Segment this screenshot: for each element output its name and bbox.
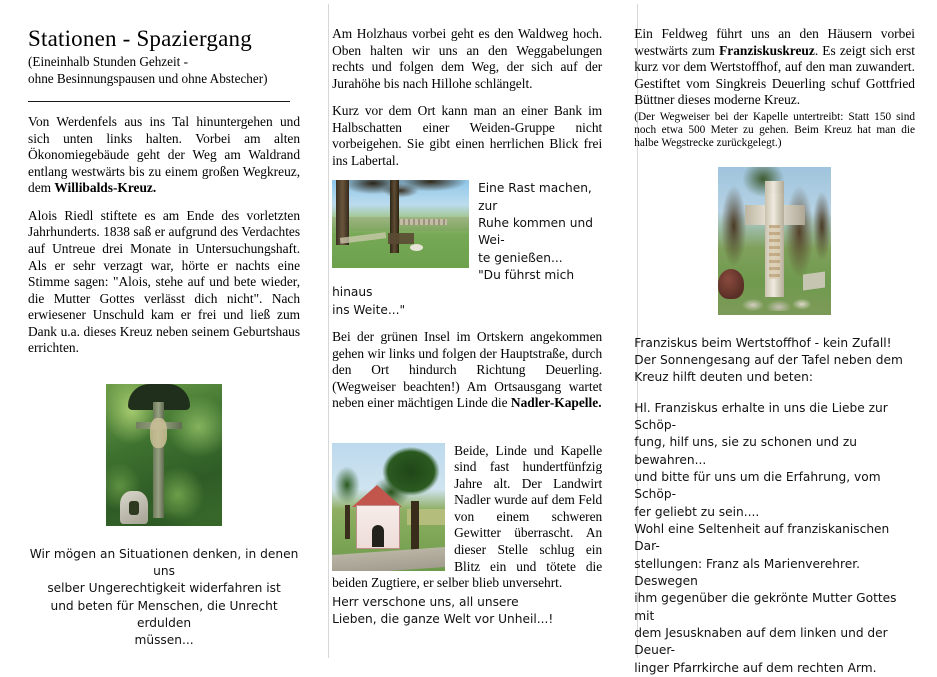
chapel-roof — [352, 485, 402, 507]
page-subtitle-line-2: ohne Besinnungspausen und ohne Abstecher) — [28, 70, 268, 86]
column-1 — [28, 26, 318, 648]
col3-photo-gap — [634, 315, 915, 335]
col2-caption-1-line-3: te genießen... — [478, 250, 563, 265]
wooden-bench — [388, 233, 414, 244]
col3-caption — [634, 335, 915, 677]
col3-franziskuskreuz-bold: Franziskuskreuz — [719, 42, 815, 58]
col3-prayer-line-1: Hl. Franziskus erhalte in uns die Liebe zur Schöp- — [634, 400, 888, 433]
col3-paragraph-1-text-b: . Es zeigt sich erst kurz vor dem Wertstoffhof, auf den man zuwandert. Gestiftet vom Singkreis Deuerling schuf Gottfried Büttner dieses moderne Kreuz. — [634, 42, 915, 108]
col3-prayer-line-5: Wohl eine Seltenheit auf franziskanischen Dar- — [634, 522, 890, 554]
col1-photo-gap — [28, 526, 300, 546]
meadow-with-tree-and-bench-photo — [332, 180, 469, 268]
col2-paragraph-1: Am Holzhaus vorbei geht es den Waldweg hoch. Oben halten wir uns an den Weggabelungen rechts und folgen dem Weg, der sich auf der Jurahöhe bis nach Hillohe schlängelt. — [332, 26, 603, 91]
col3-caption-line-1: Franziskus beim Wertstoffhof - kein Zufall! — [634, 335, 892, 350]
wayside-cross-in-forest-photo — [106, 384, 222, 526]
col2-nadler-kapelle-bold: Nadler-Kapelle. — [510, 395, 602, 411]
tree-trunk-left — [336, 180, 349, 245]
col3-caption-gap — [634, 387, 915, 400]
col1-paragraph-1 — [28, 114, 300, 197]
col2-paragraph-3 — [332, 329, 602, 412]
col2-paragraph-2: Kurz vor dem Ort kann man an einer Bank im Halbschatten einer Weiden-Gruppe nicht vorbeigehen. Sie gibt einen herrlichen Blick frei ins Labertal. — [332, 103, 603, 168]
col3-signpost-note: (Der Wegweiser bei der Kapelle untertreibt: Statt 150 sind noch etwa 500 Meter zu gehen. Beim Kreuz hat man die halbe Wegstrecke zurückgelegt.) — [634, 110, 915, 150]
chapel-door — [372, 525, 384, 547]
cross-base-rocks — [740, 291, 812, 311]
col3-paragraph-1-text-a: Ein Feldweg führt uns an den Häusern vorbei westwärts zum — [634, 26, 915, 58]
col3-caption-line-2: Der Sonnengesang auf der Tafel neben dem — [634, 353, 903, 368]
grazing-sheep — [410, 244, 423, 251]
col1-caption-line-2: selber Ungerechtigkeit widerfahren ist — [47, 581, 281, 596]
col1-caption — [28, 546, 300, 650]
nadler-chapel-with-linden-photo — [332, 443, 445, 571]
col1-caption-line-3: und beten für Menschen, die Unrecht erdulden — [50, 598, 278, 631]
linden-trunk — [411, 501, 419, 553]
col1-spacer — [28, 368, 300, 384]
cross-corpus — [150, 418, 167, 448]
col3-prayer-line-8: dem Jesusknaben auf dem linken und der Deuer- — [634, 625, 888, 658]
col2-photo-block-2 — [332, 443, 602, 592]
col3-prayer-line-4: fer geliebt zu sein.... — [634, 504, 760, 519]
modern-stone-cross-photo — [718, 167, 831, 315]
page-subtitle-line-1: (Eineinhalb Stunden Gehzeit - — [28, 54, 189, 70]
column-2 — [318, 26, 618, 648]
col3-caption-line-3: Kreuz hilft deuten und beten: — [634, 370, 813, 385]
col2-gap — [332, 423, 602, 443]
col2-paragraph-4: Beide, Linde und Kapelle sind fast hundertfünfzig Jahre alt. Der Landwirt Nadler wurde auf dem Feld von einem schweren Gewitter überrascht. An dieser Stelle schlug ein Blitz ein und tötete die beiden Zugtiere, er selber blieb unversehrt. — [332, 442, 603, 591]
col2-caption-1-line-2: Ruhe kommen und Wei- — [478, 216, 593, 248]
col2-caption-2-line-1: Herr verschone uns, all unsere — [332, 594, 519, 609]
title-rule — [28, 101, 290, 102]
col3-paragraph-1 — [634, 26, 915, 109]
col2-caption-1-line-5: ins Weite..." — [332, 302, 406, 317]
column-3 — [618, 26, 915, 675]
col2-caption-2-line-2: Lieben, die ganze Welt vor Unheil...! — [332, 611, 554, 626]
col1-paragraph-2: Alois Riedl stiftete es am Ende des vorletzten Jahrhunderts. 1838 saß er aufgrund des Verdachtes auf Untreue drei Monate in Untersuchungshaft. Als er sehr verzagt war, hörte er nachts eine Stimme sagen: "Alois, stehe auf und bete wieder, die Mutter Gottes verlässt dich nicht". Nach erwiesener Unschuld kam er frei und ließ zum Dank u.a. dieses Kreuz neben seinem Geburtshaus errichten. — [28, 207, 301, 356]
col3-prayer-line-3: und bitte für uns um die Erfahrung, vom Schöp- — [634, 470, 881, 502]
small-tree-trunk — [345, 505, 350, 539]
col2-caption-2 — [332, 594, 602, 629]
chapel-road — [332, 547, 445, 571]
col2-caption-1-line-1: Eine Rast machen, zur — [478, 181, 592, 213]
page-subtitle — [28, 54, 300, 87]
col2-paragraph-3-text: Bei der grünen Insel im Ortskern angekommen gehen wir links und folgen der Hauptstraße, durch den Ort hindurch Richtung Deuerling. (Wegweiser beachten!) Am Ortsausgang wartet neben einer mächtigen Linde die — [332, 329, 603, 411]
page-title: Stationen - Spaziergang — [28, 26, 252, 51]
stone-bench — [803, 271, 825, 290]
col3-prayer-line-9: linger Pfarrkirche auf dem rechten Arm. — [634, 660, 877, 675]
col2-photo-block-1 — [332, 180, 602, 319]
col1-paragraph-1-text: Von Werdenfels aus ins Tal hinuntergehen und sich unten links halten. Vorbei am alten Ökonomiegebäude geht der Weg am Waldrand entlang westwärts bis zu einem großen Wegkreuz, dem — [28, 114, 301, 196]
cross-relief-carving — [769, 225, 780, 279]
col2-caption-1-line-4: "Du führst mich hinaus — [332, 268, 575, 300]
col3-prayer-line-6: stellungen: Franz als Marienverehrer. Deswegen — [634, 556, 860, 588]
col1-willibalds-kreuz-bold: Willibalds-Kreuz. — [54, 180, 157, 196]
col3-gap-top — [634, 151, 915, 167]
memorial-stone — [120, 491, 148, 524]
tree-canopy — [332, 180, 469, 220]
col1-caption-line-1: Wir mögen an Situationen denken, in denen uns — [29, 546, 299, 579]
col3-prayer-line-7: ihm gegenüber die gekrönte Mutter Gottes mit — [634, 591, 897, 623]
col3-prayer-line-2: fung, hilf uns, sie zu schonen und zu bewahren... — [634, 435, 858, 467]
col1-caption-line-4: müssen... — [134, 633, 194, 648]
